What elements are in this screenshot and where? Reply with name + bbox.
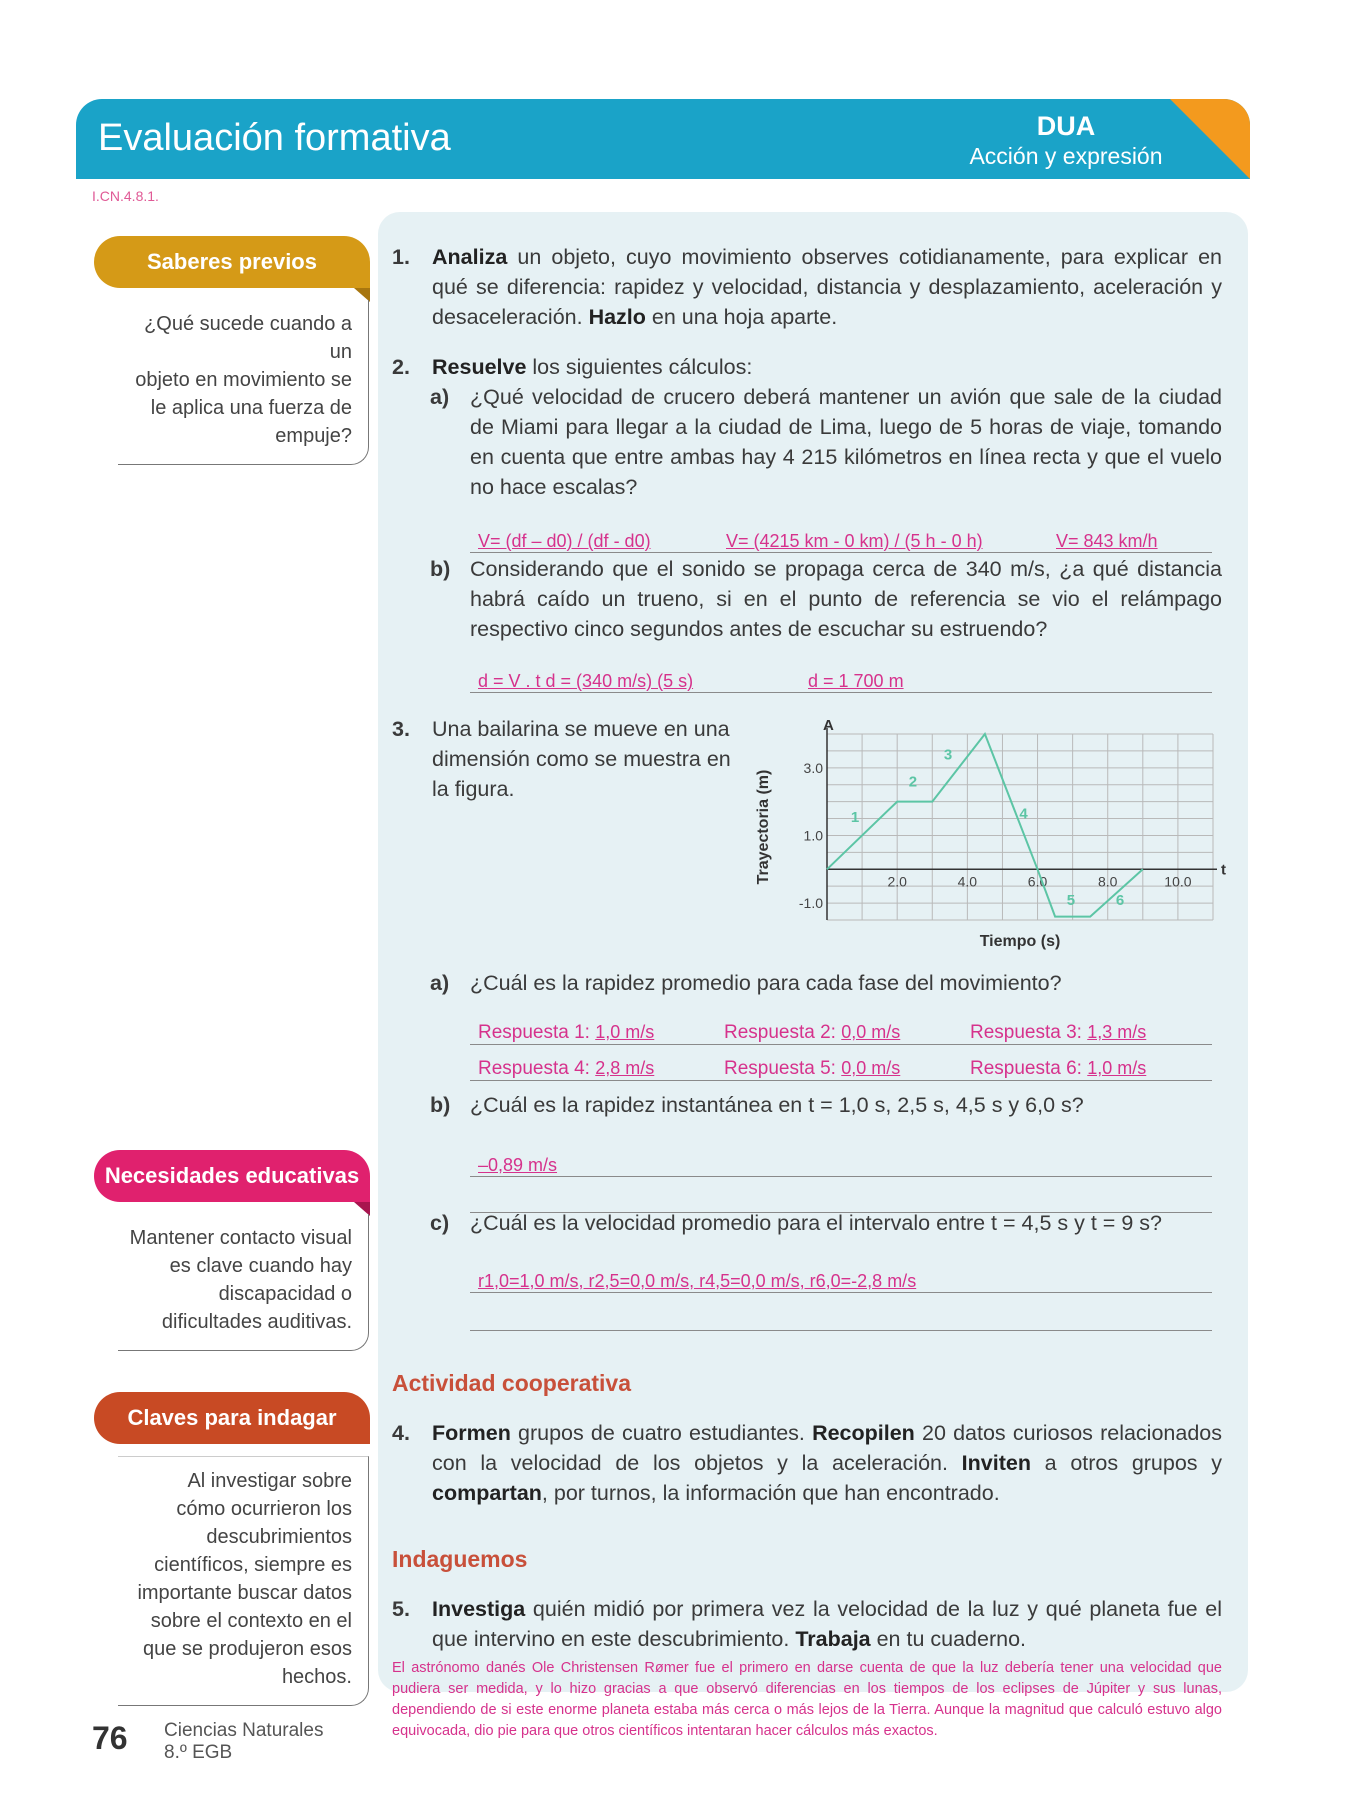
- saberes-line: ¿Qué sucede cuando a un: [144, 313, 352, 363]
- answer-3a-5: [724, 1058, 900, 1080]
- claves-line: cómo ocurrieron los: [176, 1498, 352, 1520]
- answer-value: 0,0 m/s: [841, 1058, 901, 1078]
- q4-text-3: a otros grupos y: [1030, 1451, 1223, 1475]
- x-axis-label: Tiempo (s): [979, 933, 1061, 950]
- question-3c: [430, 1208, 1222, 1238]
- phase-label: 5: [1066, 891, 1076, 909]
- answer-label: Respuesta 2:: [724, 1022, 836, 1043]
- q3c-text: ¿Cuál es la velocidad promedio para el intervalo entre t = 4,5 s y t = 9 s?: [470, 1211, 1162, 1235]
- indicator-code: I.CN.4.8.1.: [92, 188, 159, 204]
- necesidades-line: es clave cuando hay: [169, 1255, 352, 1277]
- answer-2a-formula: V= (df – d0) / (df - d0): [478, 531, 651, 551]
- answer-3a-4: [478, 1058, 654, 1080]
- x-axis-symbol: t: [1221, 861, 1226, 879]
- x-tick-label: 4.0: [957, 873, 978, 890]
- answer-3a-1: [478, 1022, 654, 1044]
- section-actividad-cooperativa: Actividad cooperativa: [392, 1370, 632, 1396]
- claves-line: que se produjeron esos: [142, 1638, 352, 1660]
- q3b-text: ¿Cuál es la rapidez instantánea en t = 1,0 s, 2,5 s, 4,5 s y 6,0 s?: [470, 1093, 1084, 1117]
- answer-line-3a-2[interactable]: [470, 1050, 1212, 1081]
- x-tick-label: 2.0: [887, 873, 907, 890]
- q2-text: los siguientes cálculos:: [526, 355, 753, 379]
- section-indaguemos: Indaguemos: [392, 1546, 528, 1572]
- answer-2a-result: V= 843 km/h: [1056, 531, 1158, 551]
- claves-line: hechos.: [281, 1666, 352, 1688]
- question-2b: [430, 554, 1222, 644]
- book-subject: Ciencias Naturales: [164, 1720, 324, 1741]
- answer-value: 0,0 m/s: [841, 1022, 901, 1042]
- question-number: 2.: [392, 355, 410, 379]
- page-title: Evaluación formativa: [98, 117, 451, 159]
- question-number: 1.: [392, 245, 410, 269]
- q5-verb-2: Trabaja: [795, 1627, 871, 1651]
- chart-top-label: A: [823, 717, 834, 734]
- necesidades-line: discapacidad o: [218, 1283, 352, 1305]
- answer-label: Respuesta 5:: [724, 1058, 836, 1079]
- claves-para-indagar-tab: Claves para indagar: [94, 1392, 370, 1444]
- subquestion-letter: a): [430, 385, 450, 409]
- subquestion-letter: b): [430, 557, 451, 581]
- question-1: [392, 242, 1222, 332]
- phase-label: 4: [1019, 805, 1028, 823]
- question-2a: [430, 382, 1222, 502]
- saberes-line: empuje?: [275, 425, 352, 447]
- answer-line-3c-extra[interactable]: [470, 1300, 1212, 1331]
- phase-label: 1: [850, 808, 860, 826]
- x-tick-label: 10.0: [1164, 873, 1192, 890]
- claves-line: sobre el contexto en el: [150, 1610, 352, 1632]
- q4-verb-3: Inviten: [961, 1451, 1031, 1475]
- answer-3c: r1,0=1,0 m/s, r2,5=0,0 m/s, r4,5=0,0 m/s, r6,0=-2,8 m/s: [478, 1271, 917, 1291]
- saberes-previos-tab: Saberes previos: [94, 236, 370, 288]
- x-tick-label: 8.0: [1097, 873, 1118, 890]
- answer-footnote: El astrónomo danés Ole Christensen Rømer fue el primero en darse cuenta de que la luz debería tener una velocidad que pudiera ser medida, y lo hizo gracias a que observó diferencias en los tiempos de los eclipses de Júpiter y sus lunas, dependiendo de si este enorme planeta estaba más cerca o más lejos de la Tierra. Aunque la magnitud que calculó estuvo algo equivocada, dio pie para que otros científicos intentaran hacer cálculos más exactos.: [392, 1660, 1222, 1739]
- answer-3a-3: [970, 1022, 1146, 1044]
- phase-label: 3: [943, 746, 953, 764]
- answer-3a-2: [724, 1022, 900, 1044]
- subquestion-letter: b): [430, 1093, 451, 1117]
- q4-verb-1: Formen: [432, 1421, 511, 1445]
- book-grade: 8.º EGB: [164, 1742, 233, 1763]
- saberes-line: le aplica una fuerza de: [150, 397, 352, 419]
- answer-label: Respuesta 3:: [970, 1022, 1082, 1043]
- claves-para-indagar-box: [118, 1456, 369, 1706]
- subquestion-letter: c): [430, 1211, 450, 1235]
- q4-verb-2: Recopilen: [812, 1421, 915, 1445]
- answer-value: 1,0 m/s: [595, 1022, 655, 1042]
- q1-text: un objeto, cuyo movimiento observes cotidianamente, para explicar en qué se diferencia: rapidez y velocidad, distancia y desplazamiento, aceleración y desaceleración.: [432, 245, 1222, 329]
- answer-value: 1,0 m/s: [1087, 1058, 1147, 1078]
- question-number: 4.: [392, 1421, 410, 1445]
- answer-value: 2,8 m/s: [595, 1058, 655, 1078]
- question-2: [392, 352, 1222, 382]
- q3a-text: ¿Cuál es la rapidez promedio para cada fase del movimiento?: [470, 971, 1062, 995]
- claves-line: científicos, siempre es: [154, 1554, 352, 1576]
- question-3b: [430, 1090, 1222, 1120]
- q1-verb: Analiza: [432, 245, 508, 269]
- saberes-previos-box: [118, 300, 369, 465]
- page-number: 76: [92, 1720, 128, 1756]
- answer-3a-6: [970, 1058, 1146, 1080]
- q4-verb-4: compartan: [432, 1481, 542, 1505]
- question-3: [392, 714, 752, 804]
- necesidades-line: Mantener contacto visual: [129, 1227, 352, 1249]
- y-tick-label: 3.0: [803, 759, 823, 776]
- q2a-text: ¿Qué velocidad de crucero deberá mantener un avión que sale de la ciudad de Miami para llegar a la ciudad de Lima, luego de 5 horas de viaje, tomando en cuenta que entre ambas hay 4 215 kilómetros en línea recta y que el vuelo no hace escalas?: [470, 385, 1222, 499]
- trajectory-line: [827, 734, 1143, 917]
- question-3a: [430, 968, 1222, 998]
- subquestion-letter: a): [430, 971, 450, 995]
- question-number: 3.: [392, 717, 410, 741]
- answer-2b-result: d = 1 700 m: [808, 671, 904, 691]
- q4-text-1: grupos de cuatro estudiantes.: [510, 1421, 813, 1445]
- claves-line: importante buscar datos: [137, 1582, 352, 1604]
- chart-axes: [827, 728, 1217, 920]
- answer-line-3c[interactable]: [470, 1262, 1212, 1293]
- answer-label: Respuesta 4:: [478, 1058, 590, 1079]
- q5-text-1: quién midió por primera vez la velocidad de la luz y qué planeta fue el que intervino en este descubrimiento.: [432, 1597, 1222, 1651]
- dua-subtitle: Acción y expresión: [969, 143, 1163, 169]
- q1-text-2: en una hoja aparte.: [645, 305, 838, 329]
- saberes-line: objeto en movimiento se: [135, 369, 352, 391]
- q2b-text: Considerando que el sonido se propaga cerca de 340 m/s, ¿a qué distancia habrá caído un trueno, si en el punto de referencia se vio el relámpago respectivo cinco segundos antes de escuchar su estruendo?: [470, 557, 1222, 641]
- answer-value: 1,3 m/s: [1087, 1022, 1147, 1042]
- necesidades-educativas-tab: Necesidades educativas: [94, 1150, 370, 1202]
- answer-line-3b[interactable]: [470, 1146, 1212, 1177]
- y-axis-label: Trayectoria (m): [755, 769, 772, 885]
- y-tick-label: -1.0: [798, 895, 823, 912]
- claves-line: Al investigar sobre: [187, 1470, 352, 1492]
- dua-title: DUA: [1036, 111, 1096, 141]
- q2-verb: Resuelve: [432, 355, 527, 379]
- answer-line-3a-1[interactable]: [470, 1014, 1212, 1045]
- answer-3b: –0,89 m/s: [478, 1155, 558, 1175]
- q3-text: Una bailarina se mueve en una dimensión como se muestra en la figura.: [432, 717, 731, 801]
- question-4: [392, 1418, 1222, 1508]
- necesidades-educativas-box: [118, 1214, 369, 1351]
- x-tick-label: 6.0: [1027, 873, 1048, 890]
- question-5: [392, 1594, 1222, 1654]
- answer-2a-substitution: V= (4215 km - 0 km) / (5 h - 0 h): [726, 531, 983, 551]
- phase-label: 6: [1115, 891, 1125, 909]
- trajectory-chart: [750, 716, 1230, 956]
- question-number: 5.: [392, 1597, 410, 1621]
- q5-verb-1: Investiga: [432, 1597, 526, 1621]
- answer-label: Respuesta 1:: [478, 1022, 590, 1043]
- q4-text-4: , por turnos, la información que han encontrado.: [541, 1481, 1000, 1505]
- page-header: [76, 99, 1250, 179]
- necesidades-line: dificultades auditivas.: [161, 1311, 352, 1333]
- answer-line-2a[interactable]: [470, 522, 1212, 553]
- q1-verb-2: Hazlo: [588, 305, 646, 329]
- claves-line: descubrimientos: [206, 1526, 352, 1548]
- phase-label: 2: [908, 773, 918, 791]
- answer-2b-formula: d = V . t d = (340 m/s) (5 s): [478, 671, 694, 691]
- answer-line-2b[interactable]: [470, 662, 1212, 693]
- q4-text-2: 20 datos curiosos relacionados con la velocidad de los objetos y la aceleración.: [432, 1421, 1222, 1475]
- answer-label: Respuesta 6:: [970, 1058, 1082, 1079]
- q5-text-2: en tu cuaderno.: [870, 1627, 1027, 1651]
- y-tick-label: 1.0: [803, 827, 823, 844]
